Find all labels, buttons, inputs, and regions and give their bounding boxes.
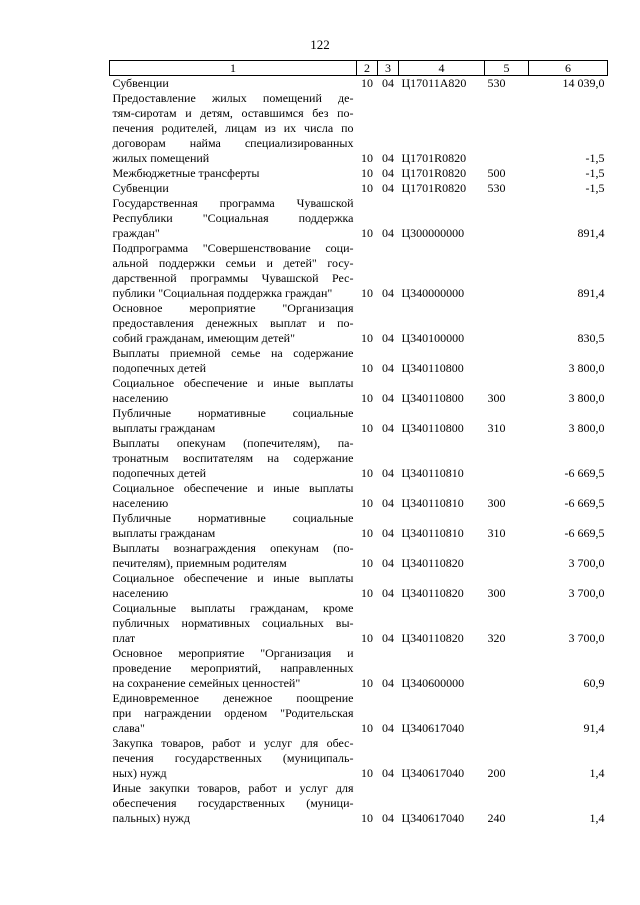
budget-table — [109, 60, 608, 826]
item-name: Закупка товаров, работ и услуг для обес- печения государственных (муниципаль- ных) нужд — [112, 736, 354, 780]
expense-type-code — [485, 346, 529, 376]
subsection-code: 04 — [382, 766, 394, 780]
target-article-code: Ц340617040 — [401, 811, 465, 825]
section-code: 10 — [361, 331, 373, 345]
amount-value: 3 700,0 — [568, 586, 605, 600]
table-row — [110, 601, 608, 646]
expense-type-code: 300 — [487, 391, 506, 405]
amount-value: 1,4 — [589, 811, 605, 825]
item-name: Социальное обеспечение и иные выплаты населению — [112, 481, 354, 510]
column-header: 4 — [399, 61, 485, 76]
item-name: Социальные выплаты гражданам, кроме публичных нормативных социальных вы- плат — [112, 601, 354, 645]
expense-type-code: 530 — [487, 181, 506, 195]
table-row — [110, 781, 608, 826]
column-header: 6 — [529, 61, 608, 76]
subsection-code: 04 — [382, 526, 394, 540]
expense-type-code — [485, 541, 529, 571]
expense-type-code: 300 — [487, 586, 506, 600]
subsection-code: 04 — [382, 331, 394, 345]
target-article-code: Ц340110810 — [401, 466, 464, 480]
item-name: Публичные нормативные социальные выплаты гражданам — [112, 511, 354, 540]
item-name: Социальное обеспечение и иные выплаты населению — [112, 376, 354, 405]
amount-value: -6 669,5 — [564, 466, 605, 480]
section-code: 10 — [361, 361, 373, 375]
table-row — [110, 301, 608, 346]
subsection-code: 04 — [382, 721, 394, 735]
subsection-code: 04 — [382, 631, 394, 645]
amount-value: 891,4 — [577, 226, 605, 240]
item-name: Единовременное денежное поощрение при награждении орденом "Родительская слава" — [112, 691, 354, 735]
column-header: 2 — [357, 61, 378, 76]
item-name: Субвенции — [112, 76, 169, 90]
item-name: Публичные нормативные социальные выплаты гражданам — [112, 406, 354, 435]
table-body — [110, 76, 608, 827]
target-article-code: Ц340110800 — [401, 421, 464, 435]
item-name: Выплаты приемной семье на содержание подопечных детей — [112, 346, 354, 375]
expense-type-code — [485, 691, 529, 736]
amount-value: 60,9 — [583, 676, 605, 690]
amount-value: 891,4 — [577, 286, 605, 300]
section-code: 10 — [361, 811, 373, 825]
expense-type-code: 320 — [487, 631, 506, 645]
column-header: 5 — [485, 61, 529, 76]
column-header: 3 — [378, 61, 399, 76]
subsection-code: 04 — [382, 496, 394, 510]
table-row — [110, 376, 608, 406]
amount-value: 830,5 — [577, 331, 605, 345]
target-article-code: Ц340110810 — [401, 526, 464, 540]
expense-type-code: 240 — [487, 811, 506, 825]
expense-type-code: 300 — [487, 496, 506, 510]
expense-type-code — [485, 301, 529, 346]
table-row — [110, 346, 608, 376]
expense-type-code: 200 — [487, 766, 506, 780]
target-article-code: Ц340110810 — [401, 496, 464, 510]
section-code: 10 — [361, 391, 373, 405]
item-name: Выплаты опекунам (попечителям), па- тронатным воспитателям на содержание подопечных детей — [112, 436, 354, 480]
table-row — [110, 736, 608, 781]
target-article-code: Ц17011А820 — [401, 76, 467, 90]
amount-value: -1,5 — [585, 151, 605, 165]
section-code: 10 — [361, 421, 373, 435]
subsection-code: 04 — [382, 811, 394, 825]
subsection-code: 04 — [382, 286, 394, 300]
amount-value: 91,4 — [583, 721, 605, 735]
target-article-code: Ц300000000 — [401, 226, 465, 240]
table-row — [110, 691, 608, 736]
subsection-code: 04 — [382, 181, 394, 195]
item-name: Межбюджетные трансферты — [112, 166, 260, 180]
target-article-code: Ц1701R0820 — [401, 166, 467, 180]
subsection-code: 04 — [382, 166, 394, 180]
item-name: Государственная программа Чувашской Республики "Социальная поддержка граждан" — [112, 196, 354, 240]
table-row — [110, 76, 608, 92]
subsection-code: 04 — [382, 586, 394, 600]
section-code: 10 — [361, 76, 373, 90]
target-article-code: Ц340617040 — [401, 721, 465, 735]
target-article-code: Ц340100000 — [401, 331, 465, 345]
target-article-code: Ц340110820 — [401, 556, 464, 570]
subsection-code: 04 — [382, 226, 394, 240]
section-code: 10 — [361, 721, 373, 735]
target-article-code: Ц1701R0820 — [401, 151, 467, 165]
table-row — [110, 196, 608, 241]
subsection-code: 04 — [382, 466, 394, 480]
amount-value: 3 700,0 — [568, 631, 605, 645]
column-header: 1 — [110, 61, 357, 76]
expense-type-code: 530 — [487, 76, 506, 90]
section-code: 10 — [361, 166, 373, 180]
table-row — [110, 91, 608, 166]
expense-type-code — [485, 241, 529, 301]
table-row — [110, 541, 608, 571]
subsection-code: 04 — [382, 361, 394, 375]
item-name: Предоставление жилых помещений де- тям-сиротам и детям, оставшимся без по- печения родителей, лицам из их числа по договорам найма специализированных жилых помещений — [112, 91, 354, 165]
item-name: Выплаты вознаграждения опекунам (по- печителям), приемным родителям — [112, 541, 354, 570]
table-row — [110, 481, 608, 511]
table-header-row — [110, 61, 608, 76]
item-name: Социальное обеспечение и иные выплаты населению — [112, 571, 354, 600]
item-name: Основное мероприятие "Организация и проведение мероприятий, направленных на сохранение семейных ценностей" — [112, 646, 354, 690]
table-row — [110, 181, 608, 196]
target-article-code: Ц340110820 — [401, 586, 464, 600]
amount-value: -6 669,5 — [564, 526, 605, 540]
subsection-code: 04 — [382, 391, 394, 405]
section-code: 10 — [361, 586, 373, 600]
section-code: 10 — [361, 466, 373, 480]
expense-type-code — [485, 436, 529, 481]
amount-value: 3 800,0 — [568, 421, 605, 435]
table-row — [110, 436, 608, 481]
subsection-code: 04 — [382, 676, 394, 690]
subsection-code: 04 — [382, 151, 394, 165]
section-code: 10 — [361, 286, 373, 300]
section-code: 10 — [361, 631, 373, 645]
target-article-code: Ц340600000 — [401, 676, 465, 690]
expense-type-code: 500 — [487, 166, 506, 180]
table-row — [110, 511, 608, 541]
section-code: 10 — [361, 181, 373, 195]
section-code: 10 — [361, 556, 373, 570]
expense-type-code — [485, 196, 529, 241]
section-code: 10 — [361, 766, 373, 780]
amount-value: -6 669,5 — [564, 496, 605, 510]
section-code: 10 — [361, 676, 373, 690]
target-article-code: Ц340110800 — [401, 391, 464, 405]
amount-value: 14 039,0 — [562, 76, 605, 90]
item-name: Подпрограмма "Совершенствование соци- альной поддержки семьи и детей" госу- дарственной программы Чувашской Рес- публики "Социальная поддержка граждан" — [112, 241, 354, 300]
section-code: 10 — [361, 496, 373, 510]
table-row — [110, 646, 608, 691]
amount-value: 3 800,0 — [568, 391, 605, 405]
table-row — [110, 571, 608, 601]
target-article-code: Ц1701R0820 — [401, 181, 467, 195]
amount-value: 1,4 — [589, 766, 605, 780]
amount-value: 3 800,0 — [568, 361, 605, 375]
expense-type-code: 310 — [487, 421, 506, 435]
expense-type-code — [485, 646, 529, 691]
item-name: Иные закупки товаров, работ и услуг для обеспечения государственных (муници- пальных) нужд — [112, 781, 354, 825]
subsection-code: 04 — [382, 556, 394, 570]
amount-value: 3 700,0 — [568, 556, 605, 570]
expense-type-code — [485, 91, 529, 166]
target-article-code: Ц340617040 — [401, 766, 465, 780]
target-article-code: Ц340110820 — [401, 631, 464, 645]
table-row — [110, 241, 608, 301]
amount-value: -1,5 — [585, 166, 605, 180]
subsection-code: 04 — [382, 76, 394, 90]
amount-value: -1,5 — [585, 181, 605, 195]
item-name: Основное мероприятие "Организация предоставления денежных выплат и по- собий гражданам, имеющим детей" — [112, 301, 354, 345]
section-code: 10 — [361, 526, 373, 540]
page-number: 122 — [310, 37, 330, 52]
target-article-code: Ц340000000 — [401, 286, 465, 300]
section-code: 10 — [361, 151, 373, 165]
section-code: 10 — [361, 226, 373, 240]
item-name: Субвенции — [112, 181, 169, 195]
table-row — [110, 406, 608, 436]
target-article-code: Ц340110800 — [401, 361, 464, 375]
table-row — [110, 166, 608, 181]
subsection-code: 04 — [382, 421, 394, 435]
expense-type-code: 310 — [487, 526, 506, 540]
